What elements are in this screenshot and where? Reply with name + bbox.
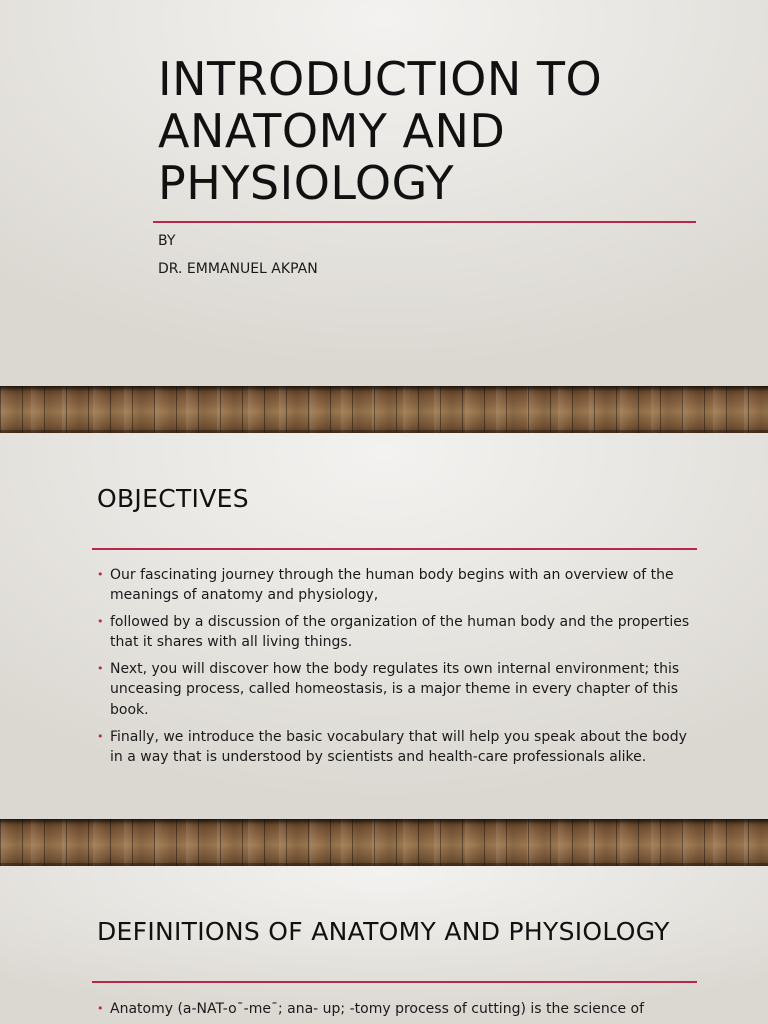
title-line-3: PHYSIOLOGY (158, 156, 455, 210)
bullet-text: Finally, we introduce the basic vocabulary that will help you speak about the body in a way that is understood by scientists and health-care professionals alike. (110, 728, 687, 765)
bullet-text: followed by a discussion of the organization of the human body and the properties that it shares with all living things. (110, 614, 690, 651)
bullet-icon: • (97, 615, 104, 629)
list-item (97, 612, 697, 653)
list-item (97, 999, 697, 1019)
bullet-icon: • (97, 662, 104, 676)
list-item (97, 659, 697, 720)
title-line-1: INTRODUCTION TO (158, 52, 603, 106)
bullet-text: Anatomy (a-NAT-o¯-me¯; ana- up; -tomy process of cutting) is the science of (110, 1001, 645, 1017)
list-item (97, 727, 697, 768)
bullet-text: Next, you will discover how the body regulates its own internal environment; this unceasing process, called homeostasis, is a major theme in every chapter of this book. (110, 661, 680, 718)
slide-separator-wood-floor (0, 386, 768, 433)
slide-separator-wood-floor (0, 819, 768, 866)
objectives-list (97, 565, 697, 774)
bullet-icon: • (97, 729, 104, 743)
bullet-icon: • (97, 568, 104, 581)
section-title: OBJECTIVES (97, 484, 249, 513)
bullet-icon: • (97, 1002, 104, 1015)
list-item (97, 565, 697, 606)
section-title: DEFINITIONS OF ANATOMY AND PHYSIOLOGY (97, 917, 670, 946)
title-divider (153, 221, 696, 223)
definitions-list (97, 999, 697, 1024)
bullet-text: Our fascinating journey through the human body begins with an overview of the meanings of anatomy and physiology, (110, 567, 674, 604)
slide-2-objectives (0, 433, 768, 819)
slide-title (158, 53, 718, 209)
slide-3-definitions (0, 866, 768, 1024)
section-divider (92, 981, 697, 983)
by-label: BY (158, 233, 176, 249)
slide-1-title (0, 0, 768, 386)
section-divider (92, 548, 697, 550)
author-name: DR. EMMANUEL AKPAN (158, 261, 318, 277)
title-line-2: ANATOMY AND (158, 104, 506, 158)
